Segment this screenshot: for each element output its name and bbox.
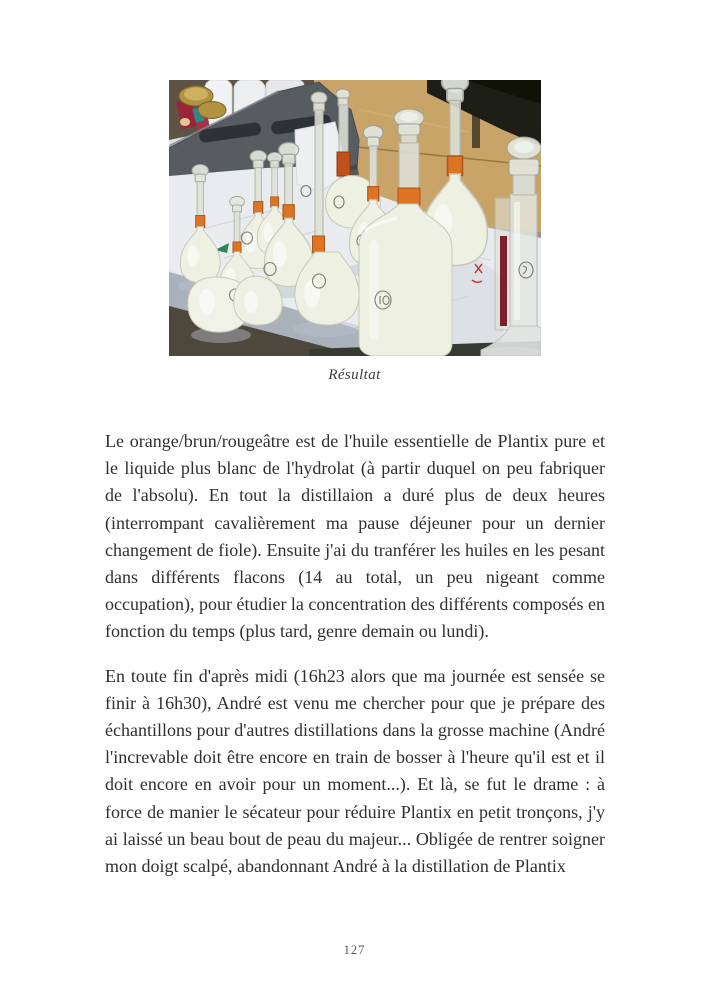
paragraph-2: En toute fin d'après midi (16h23 alors que ma journée est sensée se finir à 16h30), André est venu me chercher pour que je prépare des échantillons pour d'autres distillations dans la grosse machine (André l'increvable doit être encore en train de bosser à l'heure qu'il est et il doit encore en avoir pour un moment...). Et là, se fut le drame : à force de manier le sécateur pour réduire Plantix en petit tronçons, j'y ai laissé un beau bout de peau du majeur... Obligée de rentrer soigner mon doigt scalpé, abandonnant André à la distillation de Plantix bbox=[105, 665, 605, 877]
oil-band bbox=[398, 188, 420, 205]
figure-caption: Résultat bbox=[328, 367, 381, 383]
lab-flasks-photo bbox=[169, 80, 541, 356]
oil-band bbox=[312, 236, 324, 253]
figure bbox=[169, 80, 541, 384]
oil-band bbox=[337, 152, 350, 176]
paragraph-1: Le orange/brun/rougeâtre est de l'huile essentielle de Plantix pure et le liquide plus blanc de l'hydrolat (à partir duquel on peu fabriquer de l'absolu). En tout la distillaion a duré plus de deux heures (interrompant cavalièrement ma pause déjeuner pour un dernier changement de fiole). Ensuite j'ai du tranférer les huiles en les pesant dans différents flacons (14 au total, un peu nigeant comme occupation), pour étudier la concentration des différents composés en fonction du temps (plus tard, genre demain ou lundi). bbox=[105, 431, 605, 642]
body-text bbox=[105, 428, 605, 880]
page-number: 127 bbox=[343, 943, 366, 957]
maroon-stripe bbox=[500, 236, 507, 326]
